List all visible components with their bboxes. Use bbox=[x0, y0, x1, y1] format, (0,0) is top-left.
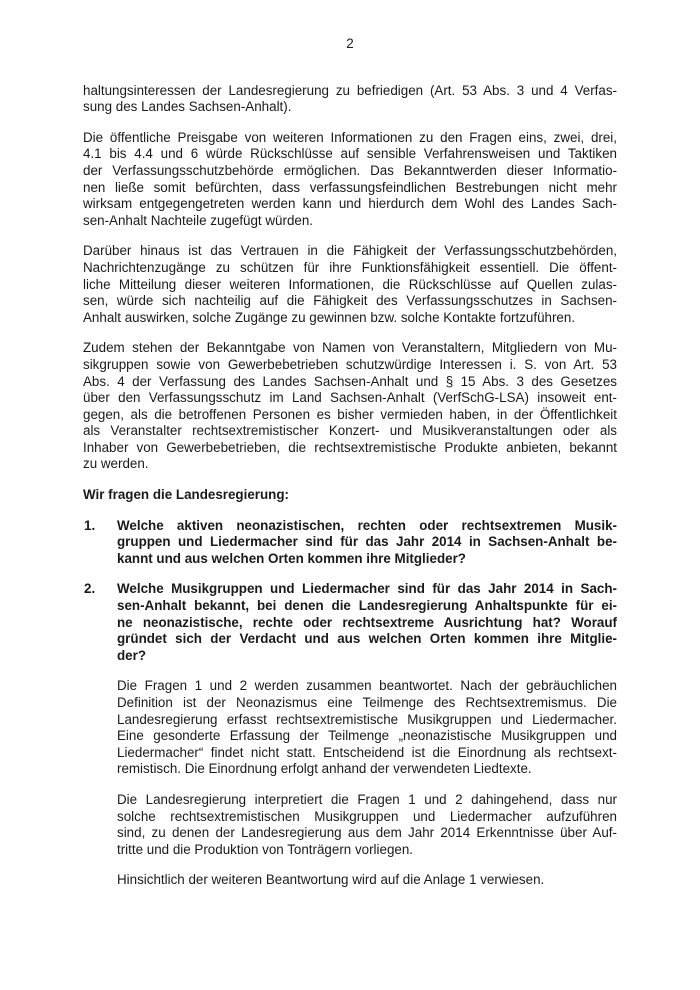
text-line: Landesregierung erfasst rechtsextremistische Musikgruppen und Liedermacher. bbox=[117, 711, 617, 727]
answer-paragraph bbox=[117, 792, 617, 858]
text-line: Darüber hinaus ist das Vertrauen in die Fähigkeit der Verfassungsschutzbehörden, bbox=[83, 243, 617, 259]
question-number: 2. bbox=[84, 581, 96, 597]
questions-heading bbox=[83, 487, 617, 504]
text-line: sind, zu denen der Landesregierung aus dem Jahr 2014 Erkenntnisse über Auf- bbox=[117, 825, 617, 841]
text-line: Die öffentliche Preisgabe von weiteren Informationen zu den Fragen eins, zwei, drei, bbox=[83, 129, 617, 145]
answer-paragraph bbox=[117, 872, 617, 889]
text-line: sung des Landes Sachsen-Anhalt). bbox=[83, 99, 292, 115]
text-line: Inhaber von Gewerbebetrieben, die rechtsextremistische Produkte anbieten, bekannt bbox=[83, 439, 617, 455]
page-number: 2 bbox=[346, 36, 354, 51]
text-line: Abs. 4 der Verfassung des Landes Sachsen-Anhalt und § 15 Abs. 3 des Gesetzes bbox=[83, 373, 617, 389]
text-line: kannt und aus welchen Orten kommen ihre Mitglieder? bbox=[117, 550, 466, 566]
paragraph bbox=[83, 243, 617, 326]
paragraph bbox=[83, 83, 617, 116]
text-line: der Verfassungsschutzbehörde ermöglichen. Das Bekanntwerden dieser Informatio- bbox=[83, 162, 617, 178]
text-line: Liedermacher“ findet nicht statt. Entscheidend ist die Einordnung als rechtsext- bbox=[117, 744, 617, 760]
text-line: sen, würde sich nachteilig auf die Fähigkeit des Verfassungsschutzes in Sachsen- bbox=[83, 293, 617, 309]
text-line: haltungsinteressen der Landesregierung zu befriedigen (Art. 53 Abs. 3 und 4 Verfas- bbox=[83, 82, 617, 98]
text-line: als Veranstalter rechtsextremistischer Konzert- und Musikveranstaltungen oder als bbox=[83, 423, 617, 439]
text-line: Wir fragen die Landesregierung: bbox=[83, 487, 289, 503]
text-line: nen ließe somit befürchten, dass verfassungsfeindlichen Bestrebungen nicht mehr bbox=[83, 179, 617, 195]
text-line: sen-Anhalt bekannt, bei denen die Landesregierung Anhaltspunkte für ei- bbox=[117, 598, 617, 614]
text-line: solche rechtsextremistischen Musikgruppen und Liedermacher aufzuführen bbox=[117, 808, 617, 824]
text-line: sen-Anhalt Nachteile zugefügt würden. bbox=[83, 212, 314, 228]
question-item bbox=[83, 518, 617, 568]
paragraph bbox=[83, 130, 617, 230]
text-line: Anhalt auswirken, solche Zugänge zu gewinnen bzw. solche Kontakte fortzuführen. bbox=[83, 309, 576, 325]
text-line: der? bbox=[117, 647, 147, 663]
text-line: ne neonazistische, rechte oder rechtsextreme Ausrichtung hat? Worauf bbox=[117, 614, 617, 630]
document-body bbox=[83, 36, 617, 903]
text-line: Die Fragen 1 und 2 werden zusammen beantwortet. Nach der gebräuchlichen bbox=[117, 678, 617, 694]
text-line: gegen, als die betroffenen Personen es bisher vermieden haben, in der Öffentlichkeit bbox=[83, 406, 617, 422]
text-line: gründet sich der Verdacht und aus welchen Orten kommen ihre Mitglie- bbox=[117, 631, 617, 647]
text-line: Hinsichtlich der weiteren Beantwortung wird auf die Anlage 1 verwiesen. bbox=[117, 872, 545, 888]
text-line: Welche aktiven neonazistischen, rechten oder rechtsextremen Musik- bbox=[117, 517, 617, 533]
text-line: remistisch. Die Einordnung erfolgt anhand der verwendeten Liedtexte. bbox=[117, 761, 532, 777]
question-item bbox=[83, 581, 617, 664]
text-line: Eine gesonderte Erfassung der Teilmenge „neonazistische Musikgruppen und bbox=[117, 728, 617, 744]
text-line: zu werden. bbox=[83, 456, 149, 472]
text-line: liche Mitteilung dieser weiteren Informationen, die Rückschlüsse auf Quellen zulas- bbox=[83, 276, 617, 292]
answer-paragraph bbox=[117, 678, 617, 778]
text-line: Zudem stehen der Bekanntgabe von Namen von Veranstaltern, Mitgliedern von Mu- bbox=[83, 340, 617, 356]
text-line: Welche Musikgruppen und Liedermacher sind für das Jahr 2014 in Sach- bbox=[117, 581, 617, 597]
text-line: gruppen und Liedermacher sind für das Jahr 2014 in Sachsen-Anhalt be- bbox=[117, 534, 617, 550]
text-line: 4.1 bis 4.4 und 6 würde Rückschlüsse auf sensible Verfahrensweisen und Taktiken bbox=[83, 146, 617, 162]
text-line: Nachrichtenzugänge zu schützen für ihre Funktionsfähigkeit essentiell. Die öffent- bbox=[83, 259, 617, 275]
text-line: Definition ist der Neonazismus eine Teilmenge des Rechtsextremismus. Die bbox=[117, 695, 617, 710]
text-line: tritte und die Produktion von Tonträgern vorliegen. bbox=[117, 841, 414, 857]
paragraph bbox=[83, 340, 617, 473]
text-line: wirksam entgegengetreten werden kann und hierdurch dem Wohl des Landes Sach- bbox=[83, 196, 617, 212]
question-number: 1. bbox=[84, 517, 96, 533]
text-line: Die Landesregierung interpretiert die Fragen 1 und 2 dahingehend, dass nur bbox=[117, 791, 617, 807]
text-line: über den Verfassungsschutz im Land Sachsen-Anhalt (VerfSchG-LSA) insoweit ent- bbox=[83, 390, 617, 406]
text-line: sikgruppen sowie von Gewerbebetrieben schutzwürdige Interessen i. S. von Art. 53 bbox=[83, 356, 617, 372]
